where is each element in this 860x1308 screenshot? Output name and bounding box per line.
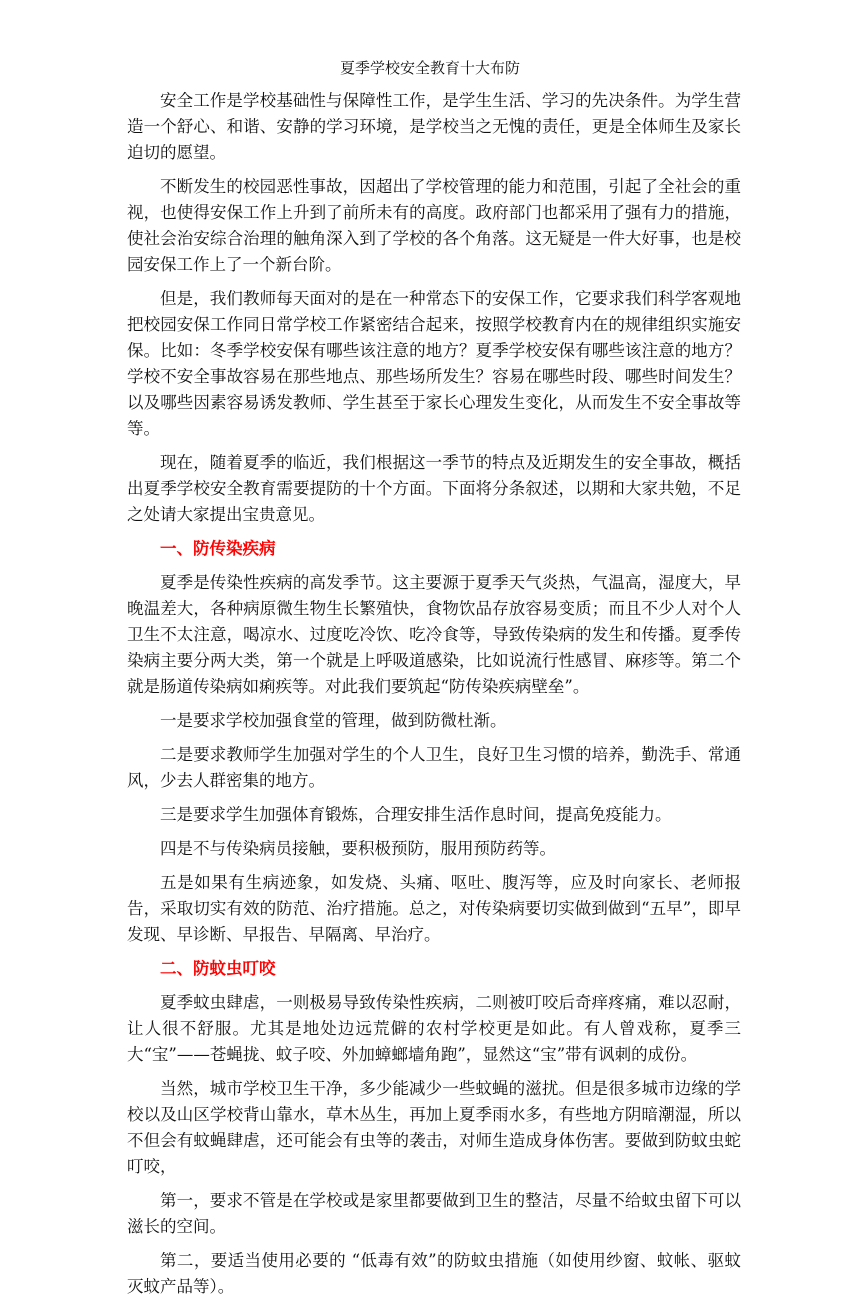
section-heading-mosquito: 二、防蚊虫叮咬 (160, 959, 276, 978)
section1-paragraph: 三是要求学生加强体育锻炼，合理安排生活作息时间，提高免疫能力。 (160, 805, 672, 824)
document-body (127, 88, 741, 1308)
intro-paragraph: 安全工作是学校基础性与保障性工作，是学生生活、学习的先决条件。为学生营造一个舒心、和谐、安静的学习环境，是学校当之无愧的责任，更是全体师生及家长迫切的愿望。 (127, 91, 741, 162)
section1-paragraph: 一是要求学校加强食堂的管理，做到防微杜渐。 (160, 711, 507, 730)
section1-paragraph: 夏季是传染性疾病的高发季节。这主要源于夏季天气炎热，气温高，湿度大，早晚温差大，各种病原微生物生长繁殖快，食物饮品存放容易变质；而且不少人对个人卫生不太注意，喝凉水、过度吃冷饮、吃冷食等，导致传染病的发生和传播。夏季传染病主要分两大类，第一个就是上呼吸道感染，比如说流行性感冒、麻疹等。第二个就是肠道传染病如痢疾等。对此我们要筑起“防传染疾病壁垒”。 (127, 573, 741, 696)
intro-paragraph: 现在，随着夏季的临近，我们根据这一季节的特点及近期发生的安全事故，概括出夏季学校安全教育需要提防的十个方面。下面将分条叙述，以期和大家共勉，不足之处请大家提出宝贵意见。 (127, 453, 741, 524)
section2-paragraph: 夏季蚊虫肆虐，一则极易导致传染性疾病，二则被叮咬后奇痒疼痛，难以忍耐，让人很不舒服。尤其是地处边远荒僻的农村学校更是如此。有人曾戏称，夏季三大“宝”——苍蝇拢、蚊子咬、外加蟑螂墙角跑”，显然这“宝”带有讽刺的成份。 (127, 993, 741, 1064)
document-title: 夏季学校安全教育十大布防 (339, 59, 520, 77)
section1-paragraph: 二是要求教师学生加强对学生的个人卫生，良好卫生习惯的培养，勤洗手、常通风，少去人群密集的地方。 (127, 745, 741, 790)
section1-paragraph: 五是如果有生病迹象，如发烧、头痛、呕吐、腹泻等，应及时向家长、老师报告，采取切实有效的防范、治疗措施。总之，对传染病要切实做到做到“五早”，即早发现、早诊断、早报告、早隔离、早治疗。 (127, 873, 741, 944)
section2-paragraph: 第一，要求不管是在学校或是家里都要做到卫生的整洁，尽量不给蚊虫留下可以滋长的空间。 (127, 1191, 741, 1236)
section-heading-disease: 一、防传染疾病 (160, 539, 276, 558)
section1-paragraph: 四是不与传染病员接触，要积极预防，服用预防药等。 (160, 839, 556, 858)
section2-paragraph: 第二，要适当使用必要的 “低毒有效”的防蚊虫措施（如使用纱窗、蚊帐、驱蚊灭蚊产品等）。 (127, 1251, 741, 1296)
section2-paragraph: 当然，城市学校卫生干净，多少能减少一些蚊蝇的滋扰。但是很多城市边缘的学校以及山区学校背山靠水，草木丛生，再加上夏季雨水多，有些地方阴暗潮湿，所以不但会有蚊蝇肆虐，还可能会有虫等的袭击，对师生造成身体伤害。要做到防蚊虫蛇叮咬， (127, 1079, 741, 1176)
intro-paragraph: 但是，我们教师每天面对的是在一种常态下的安保工作，它要求我们科学客观地把校园安保工作同日常学校工作紧密结合起来，按照学校教育内在的规律组织实施安保。比如：冬季学校安保有哪些该注意的地方？夏季学校安保有哪些该注意的地方？学校不安全事故容易在那些地点、那些场所发生？容易在哪些时段、哪些时间发生？以及哪些因素容易诱发教师、学生甚至于家长心理发生变化，从而发生不安全事故等等。 (127, 289, 741, 438)
intro-paragraph: 不断发生的校园恶性事故，因超出了学校管理的能力和范围，引起了全社会的重视，也使得安保工作上升到了前所未有的高度。政府部门也都采用了强有力的措施，使社会治安综合治理的触角深入到了学校的各个角落。这无疑是一件大好事，也是校园安保工作上了一个新台阶。 (127, 177, 741, 274)
